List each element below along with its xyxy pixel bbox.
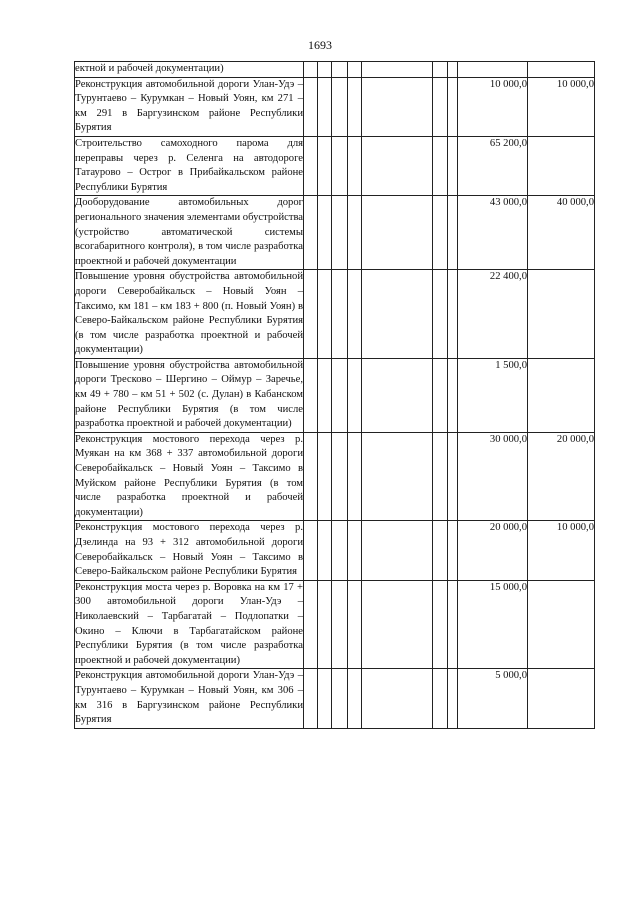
row-description: Повышение уровня обустройства автомобильной дороги Тресково – Шергино – Оймур – Заречье, км 49 + 780 – км 51 + 502 (с. Дулан) в Кабанском районе Республики Бурятия (в том числе разработка проектной и рабочей документации) bbox=[75, 358, 304, 432]
row-value-2 bbox=[528, 669, 595, 728]
row-description: Повышение уровня обустройства автомобильной дороги Северобайкальск – Новый Уоян – Таксимо, км 181 – км 183 + 800 (п. Новый Уоян) в Северо-Байкальском районе Республики Бурятия (в том числе разработка проектной и рабочей документации) bbox=[75, 270, 304, 359]
table-row bbox=[75, 669, 595, 728]
page-number: 1693 bbox=[308, 38, 332, 52]
row-value-1: 20 000,0 bbox=[458, 521, 528, 580]
row-value-1: 10 000,0 bbox=[458, 77, 528, 136]
row-description: Строительство самоходного парома для переправы через р. Селенга на автодороге Татаурово – Острог в Прибайкальском районе Республики Бурятия bbox=[75, 136, 304, 195]
row-value-1: 22 400,0 bbox=[458, 270, 528, 359]
row-value-2 bbox=[528, 62, 595, 78]
row-value-1: 15 000,0 bbox=[458, 580, 528, 669]
table-row bbox=[75, 270, 595, 359]
row-value-2: 10 000,0 bbox=[528, 77, 595, 136]
row-value-2 bbox=[528, 580, 595, 669]
row-value-2 bbox=[528, 270, 595, 359]
budget-table bbox=[74, 61, 595, 729]
row-value-1: 65 200,0 bbox=[458, 136, 528, 195]
row-description: Реконструкция мостового перехода через р. Муякан на км 368 + 337 автомобильной дороги Северобайкальск – Новый Уоян – Таксимо в Муйском районе Республики Бурятия (в том числе разработка проектной и рабочей документации) bbox=[75, 432, 304, 521]
row-value-1 bbox=[458, 62, 528, 78]
row-description: Дооборудование автомобильных дорог регионального значения элементами обустройства (устройство автоматической системы всогабаритного контроля), в том числе разработка проектной и рабочей документации bbox=[75, 196, 304, 270]
row-value-1: 30 000,0 bbox=[458, 432, 528, 521]
row-value-2 bbox=[528, 136, 595, 195]
row-description: ектной и рабочей документации) bbox=[75, 62, 304, 78]
row-description: Реконструкция автомобильной дороги Улан-Удэ – Турунтаево – Курумкан – Новый Уоян, км 306 – км 316 в Баргузинском районе Республики Бурятия bbox=[75, 669, 304, 728]
row-description: Реконструкция мостового перехода через р. Дзелинда на 93 + 312 автомобильной дороги Северобайкальск – Новый Уоян – Таксимо в Северо-Байкальском районе Республики Бурятия bbox=[75, 521, 304, 580]
table-row bbox=[75, 521, 595, 580]
row-value-2: 20 000,0 bbox=[528, 432, 595, 521]
row-description: Реконструкция автомобильной дороги Улан-Удэ – Турунтаево – Курумкан – Новый Уоян, км 271 – км 291 в Баргузинском районе Республики Бурятия bbox=[75, 77, 304, 136]
row-value-2: 10 000,0 bbox=[528, 521, 595, 580]
table-row bbox=[75, 580, 595, 669]
table-row bbox=[75, 136, 595, 195]
table-row bbox=[75, 432, 595, 521]
row-value-1: 1 500,0 bbox=[458, 358, 528, 432]
table-row bbox=[75, 62, 595, 78]
row-description: Реконструкция моста через р. Воровка на км 17 + 300 автомобильной дороги Улан-Удэ – Николаевский – Тарбагатай – Подлопатки – Окино – Ключи в Тарбагатайском районе Республики Бурятия (в том числе разработка проектной и рабочей документации) bbox=[75, 580, 304, 669]
row-value-1: 5 000,0 bbox=[458, 669, 528, 728]
table-row bbox=[75, 196, 595, 270]
row-value-2: 40 000,0 bbox=[528, 196, 595, 270]
row-value-1: 43 000,0 bbox=[458, 196, 528, 270]
table-row bbox=[75, 358, 595, 432]
row-value-2 bbox=[528, 358, 595, 432]
table-row bbox=[75, 77, 595, 136]
